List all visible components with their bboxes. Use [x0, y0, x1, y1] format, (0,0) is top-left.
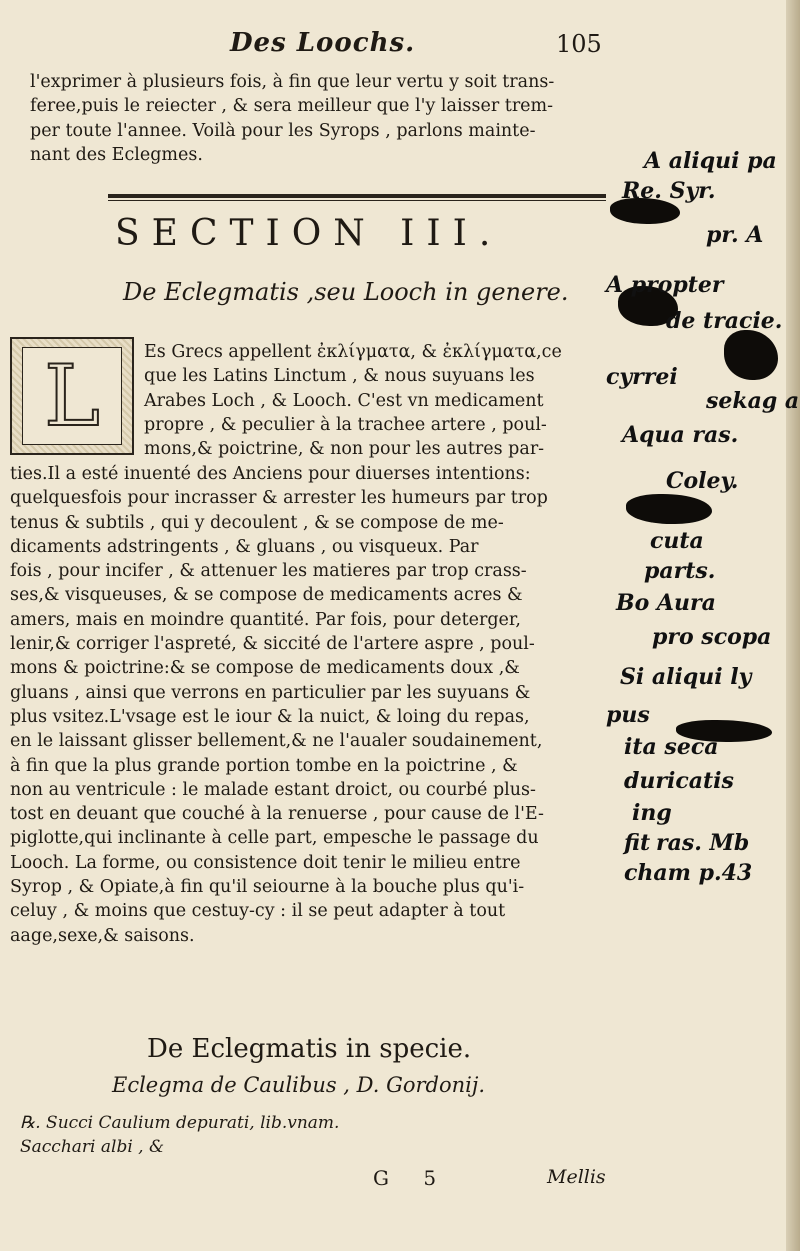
- margin-note: Re. Syr.: [622, 178, 716, 204]
- text-line: per toute l'annee. Voilà pour les Syrops , parlons mainte-: [30, 120, 536, 141]
- text-line: nant des Eclegmes.: [30, 144, 203, 165]
- text-line: gluans , ainsi que verrons en particulier par les suyuans &: [10, 682, 531, 703]
- text-line: l'exprimer à plusieurs fois, à fin que leur vertu y soit trans-: [30, 72, 555, 92]
- ink-blot: [724, 330, 778, 380]
- text-line: ties.Il a esté inuenté des Anciens pour diuerses intentions:: [10, 464, 531, 484]
- text-line: feree,puis le reiecter , & sera meilleur que l'y laisser trem-: [30, 96, 554, 117]
- margin-note: cuta: [650, 528, 704, 554]
- body-paragraph-indented: [144, 340, 616, 461]
- text-line: Syrop , & Opiate,à fin qu'il seiourne à la bouche plus qu'i-: [10, 877, 525, 898]
- ornamental-dropcap: [10, 337, 134, 455]
- ink-blot: [626, 494, 712, 524]
- running-title: Des Loochs.: [230, 28, 416, 58]
- text-line: amers, mais en moindre quantité. Par fois, pour deterger,: [10, 609, 521, 630]
- text-line: que les Latins Linctum , & nous suyuans les: [144, 366, 535, 387]
- text-line: propre , & peculier à la trachee artere , poul-: [144, 414, 547, 435]
- margin-note: ing: [632, 800, 672, 826]
- margin-note: Bo Aura: [616, 590, 716, 616]
- margin-note: Si aliqui ly: [620, 664, 752, 690]
- text-line: mons & poictrine:& se compose de medicaments doux ,&: [10, 658, 520, 679]
- text-line: ses,& visqueuses, & se compose de medicaments acres &: [10, 585, 523, 606]
- catchword: Mellis: [547, 1166, 606, 1188]
- section-rule: [108, 194, 606, 198]
- recipe-subheading: Eclegma de Caulibus , D. Gordonij.: [112, 1073, 486, 1097]
- margin-note: cyrrei: [606, 364, 678, 390]
- recipe-heading: De Eclegmatis in specie.: [147, 1034, 472, 1064]
- running-header: [0, 28, 640, 68]
- margin-note: pr. A: [706, 222, 764, 248]
- margin-note: sekag a: [706, 388, 800, 414]
- margin-note: ita seca: [624, 734, 719, 760]
- text-line: fois , pour incifer , & attenuer les matieres par trop crass-: [10, 561, 527, 582]
- text-line: lenir,& corriger l'aspreté, & siccité de l'artere aspre , poul-: [10, 634, 535, 655]
- text-line: tost en deuant que couché à la renuerse , pour cause de l'E-: [10, 804, 544, 825]
- margin-note: A aliqui pa: [644, 148, 777, 174]
- text-line: tenus & subtils , qui y decoulent , & se compose de me-: [10, 512, 504, 533]
- recipe-line: ℞. Succi Caulium depurati, lib.vnam.: [20, 1113, 340, 1133]
- text-line: plus vsitez.L'vsage est le iour & la nuict, & loing du repas,: [10, 706, 530, 727]
- text-line: Es Grecs appellent ἐκλίγματα, & ἐκλίγματα,ce: [144, 342, 562, 362]
- intro-paragraph: [30, 70, 620, 167]
- text-line: en le laissant glisser bellement,& ne l'aualer soudainement,: [10, 731, 543, 752]
- text-line: celuy , & moins que cestuy-cy : il se peut adapter à tout: [10, 901, 506, 922]
- handwritten-marginalia: [606, 140, 800, 900]
- text-line: dicaments adstringents , & gluans , ou visqueux. Par: [10, 536, 479, 557]
- section-heading: SECTION III.: [115, 213, 503, 254]
- text-line: à fin que la plus grande portion tombe en la poictrine , &: [10, 755, 518, 776]
- margin-note: fit: [624, 830, 651, 856]
- text-line: non au ventricule : le malade estant droict, ou courbé plus-: [10, 779, 536, 800]
- margin-note: Aqua ras.: [622, 422, 739, 448]
- margin-note: cham p.43: [624, 860, 753, 886]
- text-line: aage,sexe,& saisons.: [10, 925, 195, 946]
- margin-note: duricatis: [624, 768, 734, 794]
- section-subtitle: De Eclegmatis ,seu Looch in genere.: [123, 278, 569, 306]
- body-paragraph: [10, 462, 620, 948]
- margin-note: ras. Mb: [656, 830, 750, 856]
- margin-note: Coley.: [666, 468, 739, 494]
- margin-note: pro scopa: [652, 624, 772, 650]
- margin-note: A propter: [606, 272, 724, 298]
- text-line: Arabes Loch , & Looch. C'est vn medicament: [144, 390, 544, 411]
- margin-note: de tracie.: [666, 308, 783, 334]
- signature-mark: G 5: [373, 1166, 451, 1190]
- text-line: mons,& poictrine, & non pour les autres par-: [144, 439, 545, 460]
- text-line: quelquesfois pour incrasser & arrester les humeurs par trop: [10, 488, 548, 509]
- margin-note: parts.: [644, 558, 716, 584]
- section-rule-thin: [108, 200, 606, 201]
- recipe-line: Sacchari albi , &: [20, 1137, 165, 1157]
- dropcap-letter: L: [44, 347, 100, 445]
- page-number: 105: [556, 30, 602, 58]
- text-line: Looch. La forme, ou consistence doit tenir le milieu entre: [10, 852, 521, 873]
- margin-note: pus: [606, 702, 650, 728]
- text-line: piglotte,qui inclinante à celle part, empesche le passage du: [10, 828, 539, 849]
